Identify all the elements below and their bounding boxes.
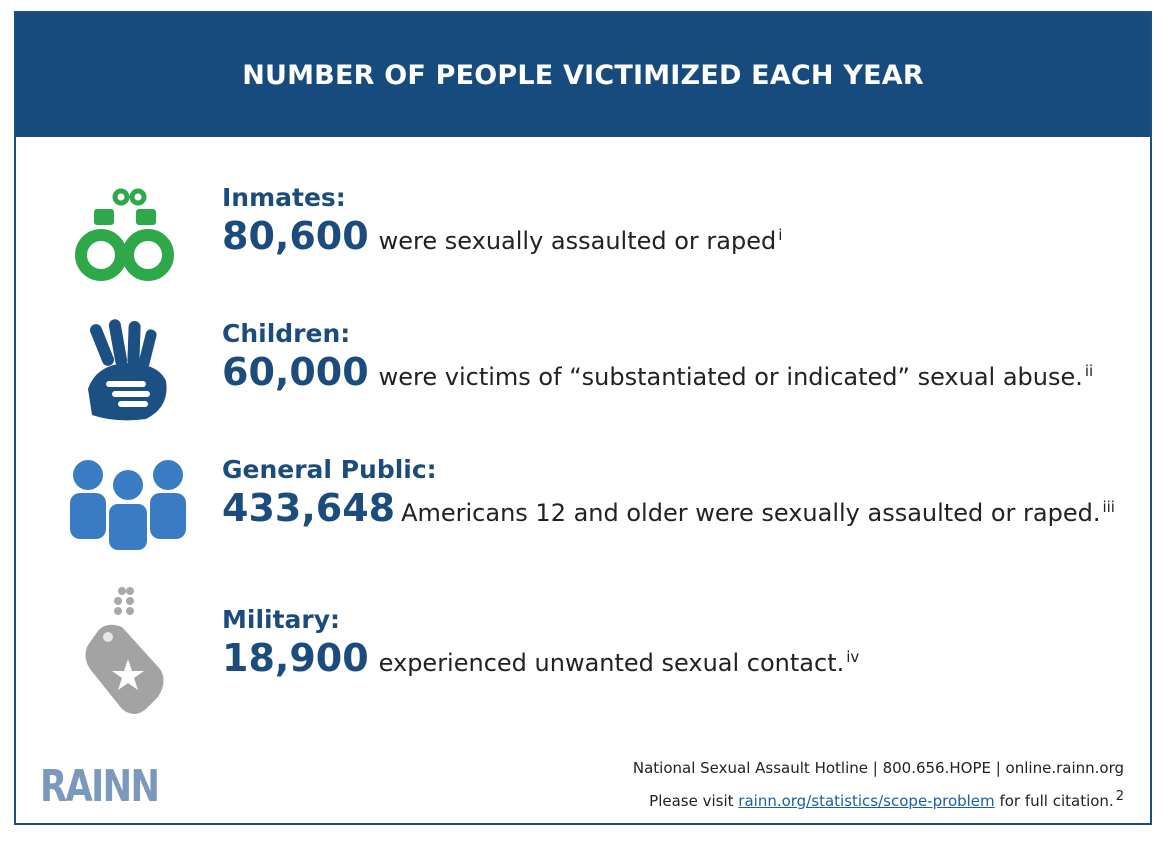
people-icon — [66, 459, 190, 555]
footnote-marker: i — [778, 226, 783, 244]
stat-text: Americans 12 and older were sexually assaulted or raped. — [401, 499, 1101, 527]
citation-suffix: for full citation. — [999, 792, 1114, 810]
rainn-logo: RAINN — [40, 761, 159, 812]
stat-number: 80,600 — [222, 214, 369, 258]
stat-text: experienced unwanted sexual contact. — [378, 649, 845, 677]
stat-number: 60,000 — [222, 350, 369, 394]
footnote-marker: ii — [1084, 362, 1094, 380]
citation-prefix: Please visit — [649, 792, 734, 810]
handcuffs-icon — [66, 187, 176, 291]
page-number: 2 — [1115, 789, 1124, 804]
stat-number: 18,900 — [222, 636, 369, 680]
stat-row-inmates — [16, 183, 1150, 303]
header-banner — [16, 13, 1150, 137]
hotline-text: National Sexual Assault Hotline | 800.656.HOPE | online.rainn.org — [632, 759, 1124, 777]
footnote-marker: iv — [846, 648, 860, 666]
stat-row-military — [16, 605, 1150, 725]
row-label: Children: — [222, 319, 351, 348]
row-label: Military: — [222, 605, 341, 634]
citation-link[interactable]: rainn.org/statistics/scope-problem — [738, 792, 995, 810]
footnote-marker: iii — [1102, 498, 1115, 516]
stat-text: were sexually assaulted or raped — [378, 227, 777, 255]
infographic-frame — [14, 11, 1152, 825]
citation-line — [649, 789, 1124, 810]
dog-tag-icon — [78, 585, 174, 725]
stat-row-children — [16, 319, 1150, 439]
row-label: General Public: — [222, 455, 437, 484]
stat-row-general-public — [16, 455, 1150, 575]
stat-number: 433,648 — [222, 486, 396, 530]
hand-icon — [66, 319, 176, 427]
page-title: NUMBER OF PEOPLE VICTIMIZED EACH YEAR — [242, 59, 924, 91]
row-label: Inmates: — [222, 183, 346, 212]
stat-text: were victims of “substantiated or indicated” sexual abuse. — [378, 363, 1083, 391]
